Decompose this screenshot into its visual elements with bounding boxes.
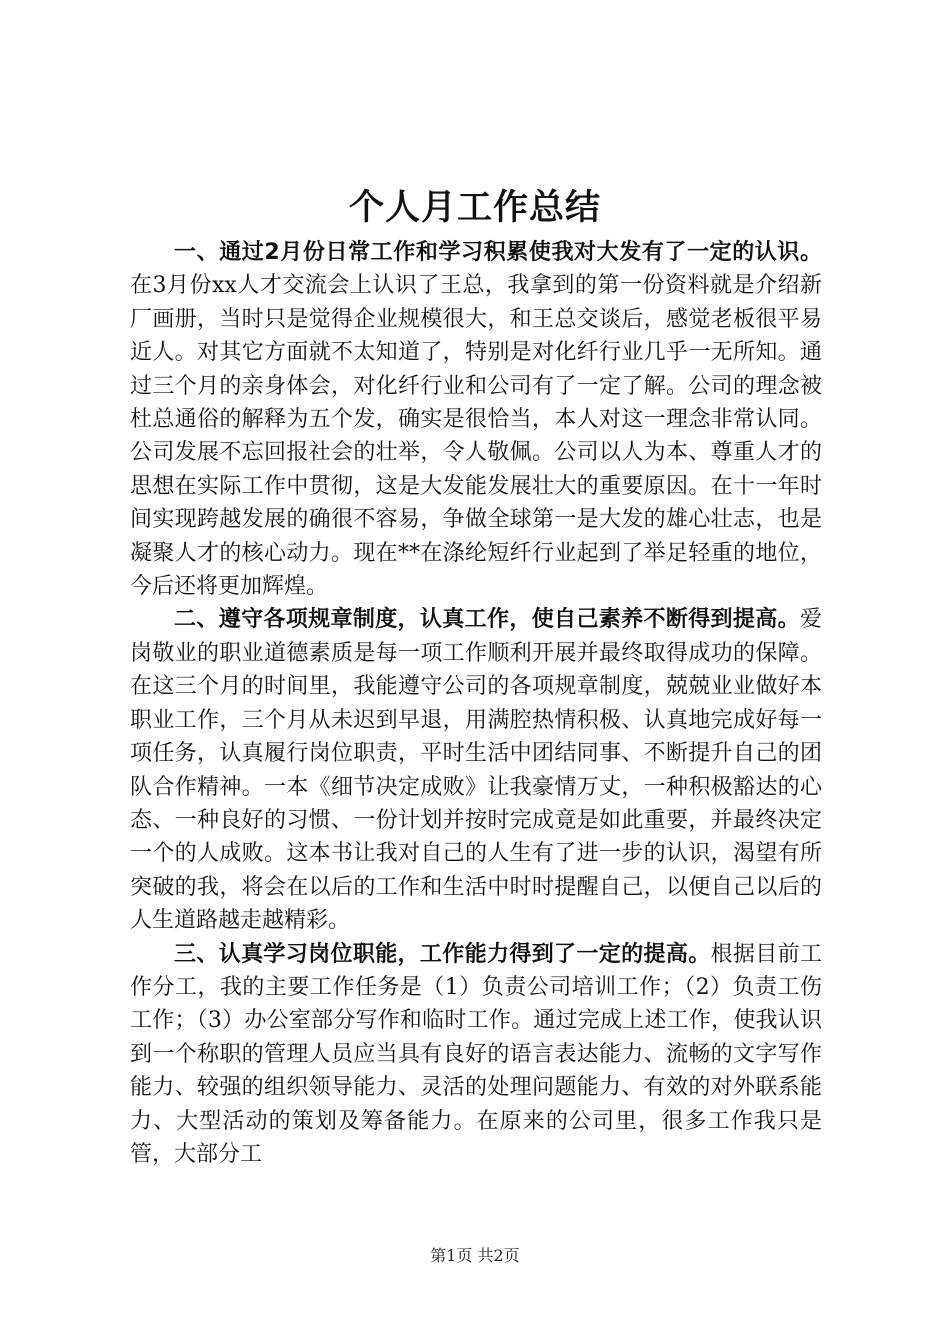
paragraph-3-text: 根据目前工作分工，我的主要工作任务是（1）负责公司培训工作；（2）负责工伤工作；（3）办公室部分写作和临时工作。通过完成上述工作，使我认识到一个称职的管理人员应当具有良好的语言表达能力、流畅的文字写作能力、较强的组织领导能力、灵活的处理问题能力、有效的对外联系能力、大型活动的策划及筹备能力。在原来的公司里，很多工作我只是管，大部分工 bbox=[130, 941, 822, 1167]
paragraph-2 bbox=[130, 603, 822, 937]
paragraph-2-text: 爱岗敬业的职业道德素质是每一项工作顺利开展并最终取得成功的保障。在这三个月的时间里，我能遵守公司的各项规章制度，兢兢业业做好本职业工作，三个月从未迟到早退，用满腔热情积极、认真地完成好每一项任务，认真履行岗位职责，平时生活中团结同事、不断提升自己的团队合作精神。一本《细节决定成败》让我豪情万丈，一种积极豁达的心态、一种良好的习惯、一份计划并按时完成竟是如此重要，并最终决定一个的人成败。这本书让我对自己的人生有了进一步的认识，渴望有所突破的我，将会在以后的工作和生活中时时提醒自己，以便自己以后的人生道路越走越精彩。 bbox=[130, 607, 822, 934]
paragraph-1 bbox=[130, 236, 822, 603]
document-body bbox=[130, 236, 822, 1171]
page-footer: 第1页 共2页 bbox=[430, 1246, 520, 1265]
page-title: 个人月工作总结 bbox=[348, 187, 601, 228]
paragraph-3-heading: 三、认真学习岗位职能，工作能力得到了一定的提高。 bbox=[174, 941, 711, 967]
paragraph-2-heading: 二、遵守各项规章制度，认真工作，使自己素养不断得到提高。 bbox=[174, 607, 800, 633]
paragraph-1-heading: 一、通过2月份日常工作和学习积累使我对大发有了一定的认识。 bbox=[174, 240, 822, 265]
paragraph-1-text: 在3月份xx人才交流会上认识了王总，我拿到的第一份资料就是介绍新厂画册，当时只是觉得企业规模很大，和王总交谈后，感觉老板很平易近人。对其它方面就不太知道了，特别是对化纤行业几乎一无所知。通过三个月的亲身体会，对化纤行业和公司有了一定了解。公司的理念被杜总通俗的解释为五个发，确实是很恰当，本人对这一理念非常认同。公司发展不忘回报社会的壮举，令人敬佩。公司以人为本、尊重人才的思想在实际工作中贯彻，这是大发能发展壮大的重要原因。在十一年时间实现跨越发展的确很不容易，争做全球第一是大发的雄心壮志，也是凝聚人才的核心动力。现在**在涤纶短纤行业起到了举足轻重的地位，今后还将更加辉煌。 bbox=[130, 273, 822, 600]
paragraph-3 bbox=[130, 938, 822, 1172]
